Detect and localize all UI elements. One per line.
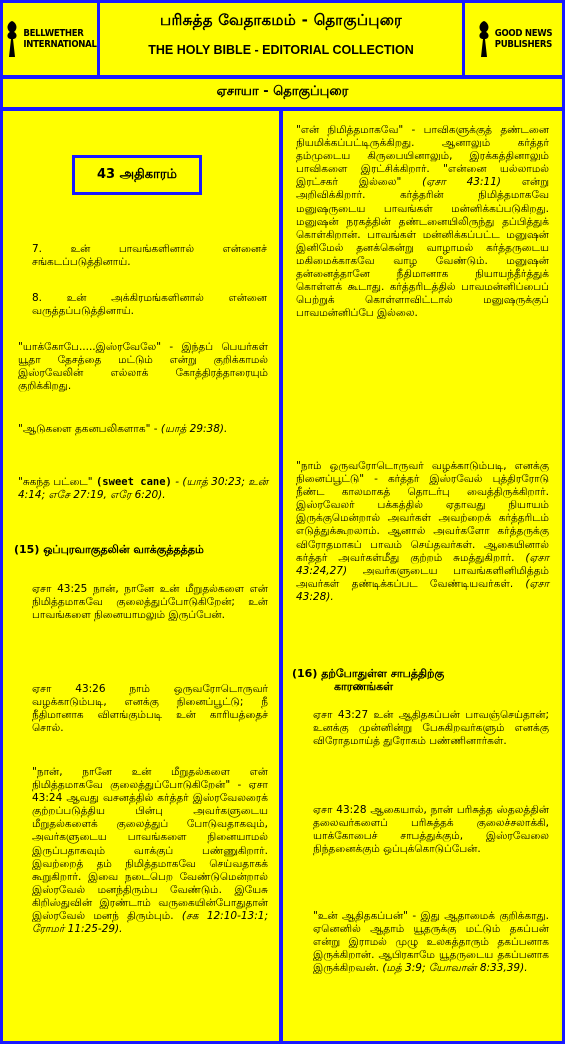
para-vazhakku (296, 460, 549, 604)
para-vazhakku-rest: அவர்களுடைய பாவங்களினிமித்தம் அவர்கள் தண்டிக்கப்பட வேண்டியவர்கள். (296, 564, 549, 590)
book-title-bar (3, 79, 562, 107)
para-nimitham-text: "என் நிமித்தமாகவே" - பாவிகளுக்குத் தண்டனை நியமிக்கப்பட்டிருக்கிறது. ஆனாலும் கர்த்தர் தம்முடைய கிருபையினாலும், இரக்கத்தினாலும் பாவிகளை இரட்சிக்கிறார். "என்னை யல்லாமல் இரட்சகர் இல்லை" (296, 124, 549, 189)
para-adam (313, 910, 549, 975)
para-nimitham-ref: (ஏசா 43:11) (422, 176, 501, 189)
verse-isa-43-25 (32, 583, 268, 622)
verse-isa-43-28 (313, 804, 549, 856)
isa4325-text: ஏசா 43:25 நான், நானே உன் மீறுதல்களை என் நிமித்தமாகவே குலைத்துப்போடுகிறேன்; உன் பாவங்களை நினையாமலும் இருப்பேன். (32, 583, 268, 622)
title-tamil: பரிசுத்த வேதாகமம் - தொகுப்புரை (159, 11, 403, 29)
isa4327-text: ஏசா 43:27 உன் ஆதிதகப்பன் பாவஞ்செய்தான்; உனக்கு முன்னின்று பேசுகிறவர்களும் எனக்கு விரோதமாய்த் துரோகம் பண்ணினார்கள். (313, 709, 549, 748)
para-sheep-text: "ஆடுகளை தகனபலிகளாக" - (18, 423, 158, 435)
book-title: ஏசாயா - தொகுப்புரை (216, 84, 349, 99)
para-naan-text: "நான், நானே உன் மீறுதல்களை என் நிமித்தமாகவே குலைத்துப்போடுகிறேன்" - ஏசா 43:24 ஆவது வசனத்தில் கர்த்தர் இஸ்ரவேலரைக் குற்றப்படுத்திய பின்பு அவர்களுடைய மீறுதல்களைக் குலைத்துப் போடுவதாகவும், அவர்களுடைய பாவங்களை நினையாமல் இருப்பதாகவும் வாக்குப் பண்ணுகிறார். இவற்றைத் தம் நிமித்தமாகவே செய்வதாகக் கூறுகிறார். இவை நடைபெற வேண்டுமென்றால் இஸ்ரவேல் மனந்திரும்ப வேண்டும். இயேசு கிறிஸ்துவின் இரண்டாம் வருகையின்போதுதான் இஸ்ரவேல் மனந் திரும்பும். (32, 766, 268, 923)
chapter-label: 43 அதிகாரம் (72, 155, 202, 195)
logo-left-line2: INTERNATIONAL (23, 39, 97, 50)
para-sheep (18, 423, 268, 436)
verse-list-item-7 (32, 243, 267, 269)
verse-isa-43-26 (32, 683, 268, 735)
title-english: THE HOLY BIBLE - EDITORIAL COLLECTION (148, 43, 414, 57)
para-vazhakku-ref: (ஏசா 43:24,27) (296, 551, 549, 577)
para-adam-ref: (மத் 3:9; யோவான் 8:33,39). (382, 962, 528, 975)
para-nimitham-rest: என்று அறிவிக்கிறார். கர்த்தரின் நிமித்தமாகவே மனுஷருடைய பாவங்கள் மன்னிக்கப்படுகிறது. மனுஷன் நரகத்தின் தண்டனையிலிருந்து தப்பித்துக் கொள்கிறான். பாவங்கள் மன்னிக்கப்பட்ட மனுஷன் இனிமேல் தனக்கென்று வாழாமல் கர்த்தருடைய மகிமைக்காகவே வாழ வேண்டும். மனுஷன் தன்னைத்தானே நீதிமானாக நியாயந்தீர்த்துக் கொள்ளக் கூடாது. கர்த்தரிடத்தில் பாவமன்னிப்பைப் பெற்றுக் கொள்ளாவிட்டால் மனுஷருக்குப் பாவமன்னிப்பே இல்லை. (296, 176, 549, 320)
section-16-line2: காரணங்கள் (334, 680, 394, 694)
para-vazhakku-text: "நாம் ஒருவரோடொருவர் வழக்காடும்படி, எனக்கு நினைப்பூட்டு" - கர்த்தர் இஸ்ரவேல் புத்திரரோடு நீண்ட காலமாகத் தொடர்பு வைத்திருக்கிறார். இஸ்ரவேலர் பக்கத்தில் ஏதாவது நியாயம் இருக்குமென்றால் அவர்கள் அவற்றைக் கர்த்தரிடம் எடுத்துக்கூறலாம். ஆனால் அவர்களோ கர்த்தருக்கு விரோதமாகப் பாவம் செய்தவர்கள். ஆகையினால் கர்த்தர் அவர்கள்மீது குற்றம் சுமத்துகிறார். (296, 460, 549, 564)
section-16-line1: (16) தற்போதுள்ள சாபத்திற்கு (292, 667, 445, 680)
verse-list-item-8 (32, 292, 267, 318)
item7-text: 7. உன் பாவங்களினால் என்னைச் சங்கடப்படுத்தினாய். (32, 243, 267, 269)
para-adam-text: "உன் ஆதிதகப்பன்" - இது ஆதாமைக் குறிக்காது. ஏனெனில் ஆதாம் யூதருக்கு மட்டும் தகப்பன் என்று இராமல் முழு உலகத்தாரும் தகப்பனாக இருக்கிறான். ஆபிரகாமே யூதருடைய தகப்பனாக இருக்கிறவன். (313, 910, 549, 975)
para-jacob-text: "யாக்கோபே.....இஸ்ரவேலே" - இந்தப் பெயர்கள் யூதா தேசத்தை மட்டும் என்று குறிக்காமல் இஸ்ரவேலின் எல்லாக் கோத்திரத்தாரையும் குறிக்கிறது. (18, 341, 268, 393)
section-16-heading (292, 667, 550, 693)
logo-left-line1: BELLWETHER (23, 28, 84, 39)
isa4328-text: ஏசா 43:28 ஆகையால், நான் பரிசுத்த ஸ்தலத்தின் தலைவர்களைப் பரிசுத்தக் குலைச்சலாக்கி, யாக்கோபைச் சாபத்துக்கும், இஸ்ரவேலை நிந்தனைக்கும் ஒப்புக்கொடுப்பேன். (313, 804, 549, 856)
para-vazhakku-ref2: (ஏசா 43:28). (296, 577, 549, 603)
para-naan-ref: (சக 12:10-13:1; ரோமர் 11:25-29). (32, 910, 268, 936)
isa4326-text: ஏசா 43:26 நாம் ஒருவரோடொருவர் வழக்காடும்படி, எனக்கு நினைப்பூட்டு; நீ நீதிமானாக விளங்கும்படி உன் காரியத்தைச் சொல். (32, 683, 268, 735)
para-sheep-ref: (யாத் 29:38). (160, 423, 228, 435)
logo-left (3, 3, 97, 75)
para-cane-english: (sweet cane) (95, 476, 172, 488)
item8-text: 8. உன் அக்கிரமங்களினால் என்னை வருத்தப்படுத்தினாய். (32, 292, 267, 318)
logo-right-line2: PUBLISHERS (494, 39, 552, 50)
para-cane (18, 476, 268, 502)
ram-logo-icon (475, 19, 493, 59)
section-15-heading: (15) ஒப்புரவாகுதலின் வாக்குத்தத்தம் (14, 543, 204, 556)
para-naan (32, 766, 268, 936)
para-cane-text: "சுகந்த பட்டை" (18, 476, 93, 488)
para-nimitham (296, 124, 549, 320)
para-jacob (18, 341, 268, 393)
logo-right-line1: GOOD NEWS (494, 28, 553, 39)
header-title-box (100, 3, 462, 75)
verse-isa-43-27 (313, 709, 549, 748)
logo-right (465, 3, 562, 75)
ram-logo-icon (3, 19, 21, 59)
para-cane-ref: - (யாத் 30:23; உன் 4:14; எசே 27:19, எரே 6:20). (18, 476, 268, 502)
